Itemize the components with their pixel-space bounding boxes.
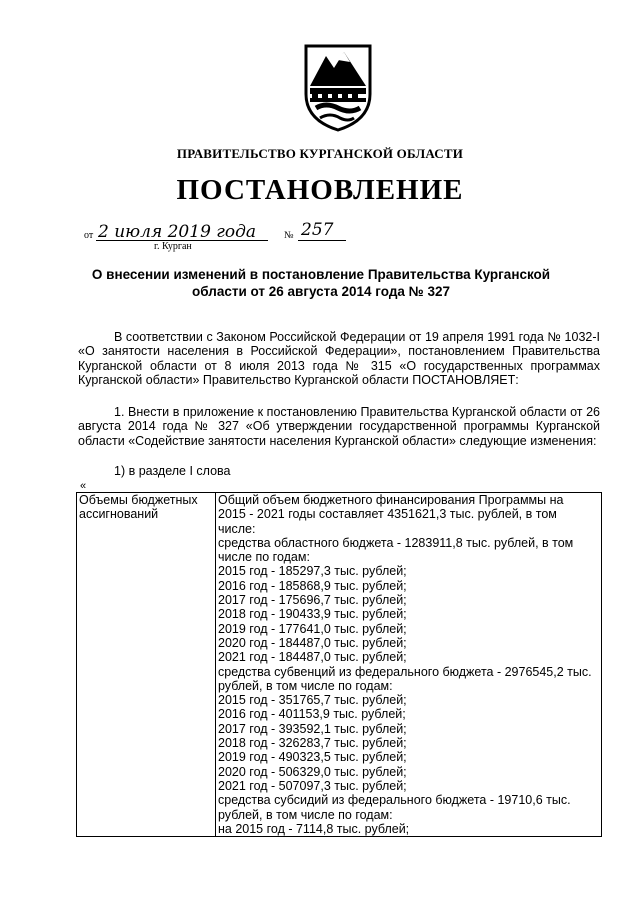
handwritten-number: 257 bbox=[301, 220, 334, 240]
coat-of-arms-icon bbox=[298, 42, 378, 134]
table-line: 2021 год - 507097,3 тыс. рублей; bbox=[218, 778, 407, 793]
number-underline bbox=[298, 240, 346, 241]
table-line: 2015 - 2021 годы составляет 4351621,3 тыс. рублей, в том bbox=[218, 507, 557, 522]
table-row bbox=[77, 493, 602, 837]
table-line: 2021 год - 184487,0 тыс. рублей; bbox=[218, 650, 407, 665]
table-line: 2018 год - 190433,9 тыс. рублей; bbox=[218, 607, 407, 622]
table-line: рублей, в том числе по годам: bbox=[218, 678, 393, 693]
document-title: ПОСТАНОВЛЕНИЕ bbox=[176, 174, 464, 206]
handwritten-date: 2 июля 2019 года bbox=[98, 222, 257, 242]
table-line: 2015 год - 351765,7 тыс. рублей; bbox=[218, 693, 407, 708]
table-line: рублей, в том числе по годам: bbox=[218, 807, 393, 822]
item-1-paragraph: 1. Внести в приложение к постановлению Правительства Курганской области от 26 августа 2014 года № 327 «Об утверждении государственной программы Курганской области «Содействие занятости населения Курганской области» следующие изменения: bbox=[78, 405, 600, 448]
government-name: ПРАВИТЕЛЬСТВО КУРГАНСКОЙ ОБЛАСТИ bbox=[176, 146, 464, 161]
city: г. Курган bbox=[154, 241, 192, 252]
opening-quote: « bbox=[80, 480, 87, 492]
preamble-paragraph: В соответствии с Законом Российской Федерации от 19 апреля 1991 года № 1032-I «О занятости населения в Российской Федерации», постановлением Правительства Курганской области от 8 июля 2013 года № 315 «О государственных программах Курганской области» Правительство Курганской области ПОСТАНОВЛЯЕТ: bbox=[78, 330, 600, 387]
table-line: 2017 год - 175696,7 тыс. рублей; bbox=[218, 593, 407, 608]
table-label-cell: Объемы бюджетных ассигнований bbox=[77, 493, 216, 837]
table-value-cell bbox=[216, 493, 602, 837]
table-line: 2018 год - 326283,7 тыс. рублей; bbox=[218, 736, 407, 751]
table-line: 2019 год - 490323,5 тыс. рублей; bbox=[218, 750, 407, 765]
item-1-1-paragraph: 1) в разделе I слова bbox=[114, 464, 231, 478]
table-line: 2015 год - 185297,3 тыс. рублей; bbox=[218, 564, 407, 579]
date-prefix: от bbox=[84, 230, 94, 241]
table-line: средства субвенций из федерального бюджета - 2976545,2 тыс. bbox=[218, 664, 592, 679]
table-line: 2016 год - 401153,9 тыс. рублей; bbox=[218, 707, 406, 722]
table-line: 2020 год - 184487,0 тыс. рублей; bbox=[218, 635, 407, 650]
dateline bbox=[84, 220, 384, 256]
budget-table bbox=[76, 492, 602, 837]
table-line: числе по годам: bbox=[218, 550, 310, 565]
table-line: числе: bbox=[218, 521, 256, 536]
table-line: 2016 год - 185868,9 тыс. рублей; bbox=[218, 578, 407, 593]
number-prefix: № bbox=[284, 230, 294, 241]
table-line: 2019 год - 177641,0 тыс. рублей; bbox=[218, 621, 407, 636]
table-line: 2020 год - 506329,0 тыс. рублей; bbox=[218, 764, 407, 779]
table-line: на 2015 год - 7114,8 тыс. рублей; bbox=[218, 821, 410, 836]
subject-heading: О внесении изменений в постановление Правительства Курганской области от 26 августа 2014 года № 327 bbox=[91, 267, 551, 299]
table-line: средства областного бюджета - 1283911,8 тыс. рублей, в том bbox=[218, 535, 574, 550]
table-line: 2017 год - 393592,1 тыс. рублей; bbox=[218, 721, 407, 736]
table-line: средства субсидий из федерального бюджета - 19710,6 тыс. bbox=[218, 793, 571, 808]
table-line: Общий объем бюджетного финансирования Программы на bbox=[218, 493, 564, 507]
